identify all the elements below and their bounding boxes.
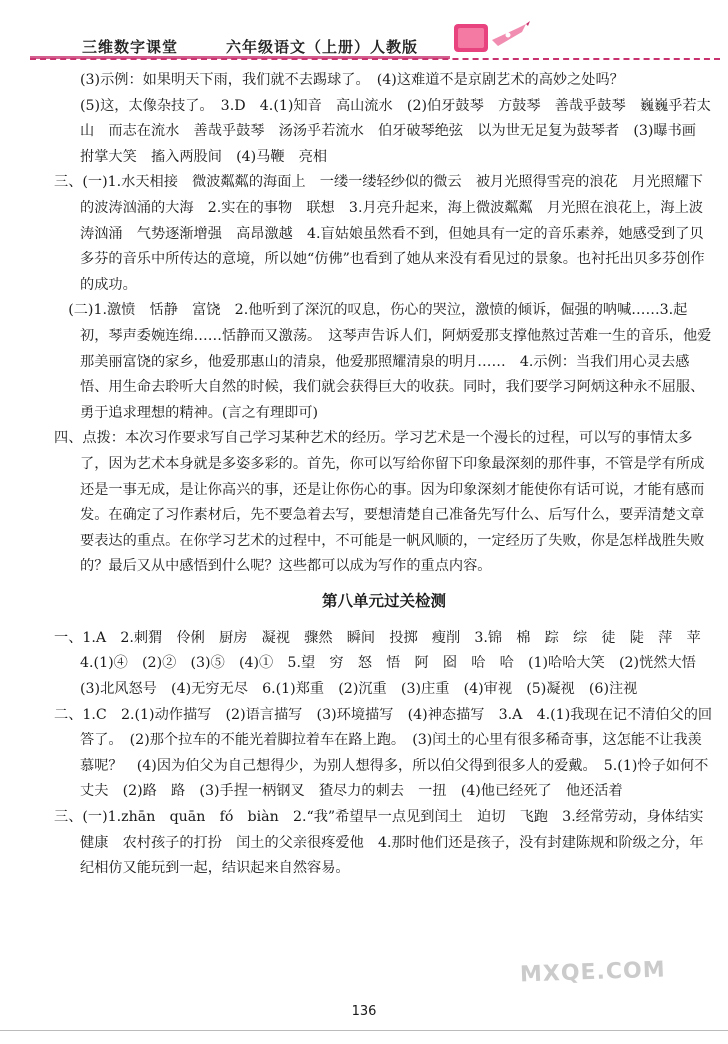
answer-paragraph: 三、(一)1.水天相接 微波粼粼的海面上 一缕一缕轻纱似的微云 被月光照得雪亮的浪花 月光照耀下的波涛汹涌的大海 2.实在的事物 联想 3.月亮升起来，海上微波粼粼 月光照在浪花上，海上波涛汹涌 气势逐渐增强 高昂激越 4.盲姑娘虽然看不到，但她具有一定的音乐素养，她感受到了贝多芬的音乐中所传达的意境，所以她“仿佛”也看到了她从来没有看见过的景象。也衬托出贝多芬创作的成功。 xyxy=(54,174,705,293)
section-title: 第八单元过关检测 xyxy=(321,591,446,610)
answer-content xyxy=(54,68,714,882)
answer-paragraph: 三、(一)1.zhān quān fó biàn 2.“我”希望早一点见到闰土 迫切 飞跑 3.经常劳动，身体结实健康 农村孩子的打扮 闰土的父亲很疼爱他 4.那时他们还是孩子，没有封建陈规和阶级之分，年纪相仿又能玩到一起，结识起来自然容易。 xyxy=(54,809,704,877)
answer-paragraph: 二、1.C 2.(1)动作描写 (2)语言描写 (3)环境描写 (4)神态描写 3.A 4.(1)我现在记不清伯父的回答了。 (2)那个拉车的不能光着脚拉着车在路上跑。 (3)闰土的心里有很多稀奇事，这怎能不让我羡慕呢？ (4)因为伯父为自己想得少，为别人想得多，所以伯父得到很多人的爱戴。 5.(1)怜子如何不丈夫 (2)路 路 (3)手捏一柄钢叉 猹尽力的刺去 一扭 (4)他已经死了 他还活着 xyxy=(54,706,713,800)
pencil-rocket-icon xyxy=(452,18,530,58)
page-header xyxy=(0,0,728,58)
answer-paragraph: (二)1.激愤 恬静 富饶 2.他听到了深沉的叹息，伤心的哭泣，激愤的倾诉，倔强的呐喊……3.起初，琴声委婉连绵……恬静而又激荡。 这琴声告诉人们，阿炳爱那支撑他熬过苦难一生的音乐，他爱那美丽富饶的家乡，他爱那惠山的清泉，他爱那照耀清泉的明月…… 4.示例：当我们用心灵去感悟、用生命去聆听大自然的时候，我们就会获得巨大的收获。同时，我们要学习阿炳这种永不屈服、勇于追求理想的精神。(言之有理即可) xyxy=(54,302,712,421)
answer-paragraph: 一、1.A 2.刺猬 伶俐 厨房 凝视 骤然 瞬间 投掷 瘦削 3.锦 棉 踪 综 徒 陡 萍 苹 4.(1)④ (2)② (3)⑤ (4)① 5.望 穷 怒 悟 阿 囵 哈 哈 (1)哈哈大笑 (2)恍然大悟 (3)北风怒号 (4)无穷无尽 6.(1)郑重 (2)沉重 (3)庄重 (4)审视 (5)凝视 (6)注视 xyxy=(54,629,715,698)
answer-paragraph: (3)示例：如果明天下雨，我们就不去踢球了。 (4)这难道不是京剧艺术的高妙之处吗？ xyxy=(80,72,624,88)
page-number: 136 xyxy=(351,1004,377,1019)
series-title: 三维数字课堂 xyxy=(82,38,179,56)
watermark: MXQE.COM xyxy=(519,957,667,988)
answer-paragraph: (5)这，太像杂技了。 3.D 4.(1)知音 高山流水 (2)伯牙鼓琴 方鼓琴 善哉乎鼓琴 巍巍乎若太山 而志在流水 善哉乎鼓琴 汤汤乎若流水 伯牙破琴绝弦 以为世无足复为鼓琴者 (3)曝书画 拊掌大笑 搐入两股间 (4)马鞭 亮相 xyxy=(80,97,711,165)
answer-paragraph: 四、点拨：本次习作要求写自己学习某种艺术的经历。学习艺术是一个漫长的过程，可以写的事情太多了，因为艺术本身就是多姿多彩的。首先，你可以写给你留下印象最深刻的那件事，不管是学有所成还是一事无成，是让你高兴的事，还是让你伤心的事。因为印象深刻才能使你有话可说，才能有感而发。在确定了习作素材后，先不要急着去写，要想清楚自己准备先写什么、后写什么，要弄清楚文章要表达的重点。在你学习艺术的过程中，不可能是一帆风顺的，一定经历了失败，你是怎样战胜失败的？最后又从中感悟到什么呢？这些都可以成为写作的重点内容。 xyxy=(54,430,705,575)
subject-title: 六年级语文（上册）人教版 xyxy=(226,38,419,56)
footer-rule xyxy=(0,1030,728,1031)
header-dashed-rule xyxy=(30,58,720,60)
